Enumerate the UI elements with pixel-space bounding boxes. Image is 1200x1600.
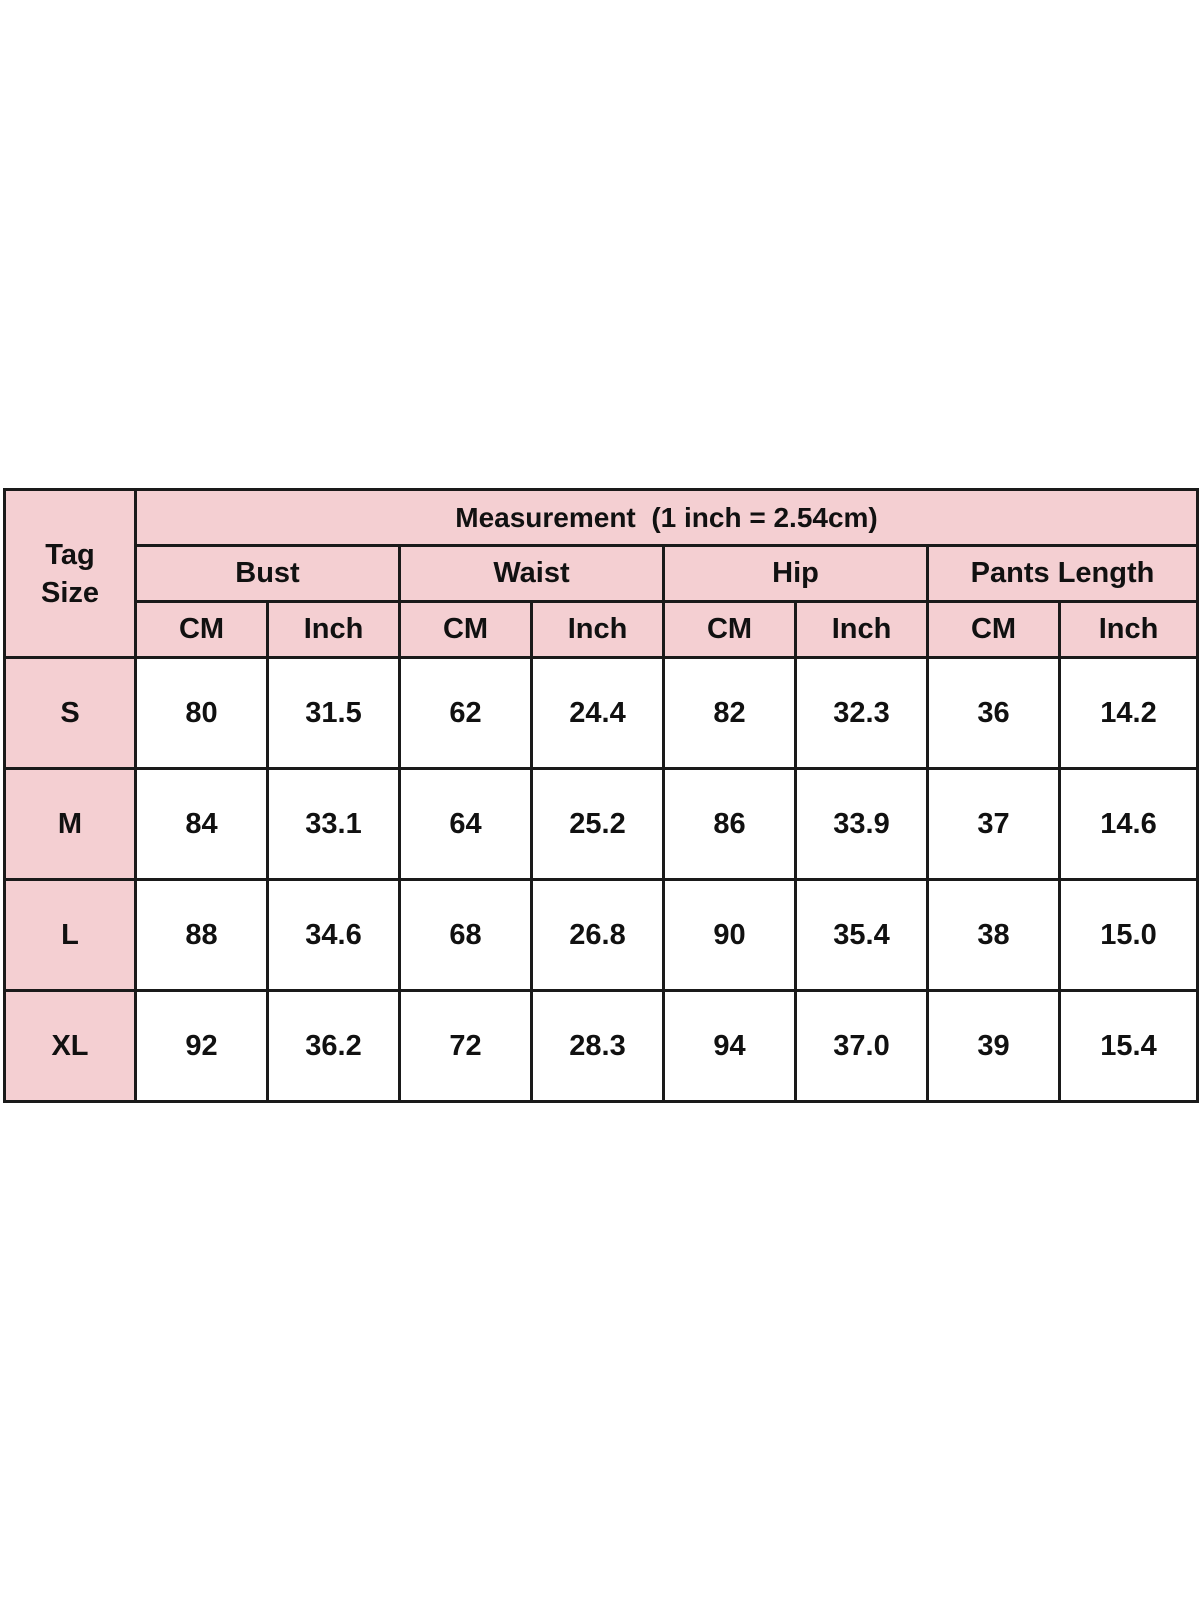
table-cell: 38 xyxy=(928,880,1060,991)
group-header-bust: Bust xyxy=(136,546,400,602)
tag-size-label-line2: Size xyxy=(40,576,100,609)
table-cell: 62 xyxy=(400,658,532,769)
group-header-hip: Hip xyxy=(664,546,928,602)
table-cell: 28.3 xyxy=(532,991,664,1102)
table-cell: 36 xyxy=(928,658,1060,769)
unit-header: CM xyxy=(400,602,532,658)
size-label: XL xyxy=(5,991,136,1102)
table-cell: 31.5 xyxy=(268,658,400,769)
table-cell: 15.0 xyxy=(1060,880,1198,991)
table-cell: 33.9 xyxy=(796,769,928,880)
unit-header: CM xyxy=(928,602,1060,658)
group-header-waist: Waist xyxy=(400,546,664,602)
table-cell: 15.4 xyxy=(1060,991,1198,1102)
table-cell: 90 xyxy=(664,880,796,991)
table-cell: 82 xyxy=(664,658,796,769)
table-row xyxy=(5,991,1198,1102)
table-cell: 36.2 xyxy=(268,991,400,1102)
table-cell: 25.2 xyxy=(532,769,664,880)
table-cell: 84 xyxy=(136,769,268,880)
size-label: S xyxy=(5,658,136,769)
unit-header: Inch xyxy=(796,602,928,658)
table-cell: 86 xyxy=(664,769,796,880)
table-cell: 88 xyxy=(136,880,268,991)
table-cell: 32.3 xyxy=(796,658,928,769)
table-cell: 37 xyxy=(928,769,1060,880)
size-label: L xyxy=(5,880,136,991)
table-cell: 64 xyxy=(400,769,532,880)
size-chart xyxy=(3,488,1196,1103)
table-cell: 39 xyxy=(928,991,1060,1102)
table-cell: 33.1 xyxy=(268,769,400,880)
group-header-pants-length: Pants Length xyxy=(928,546,1198,602)
tag-size-label-line1: Tag xyxy=(45,538,95,571)
table-cell: 92 xyxy=(136,991,268,1102)
size-table xyxy=(3,488,1199,1103)
table-row xyxy=(5,658,1198,769)
unit-header: Inch xyxy=(268,602,400,658)
measurement-title: Measurement (1 inch = 2.54cm) xyxy=(136,490,1198,546)
table-cell: 34.6 xyxy=(268,880,400,991)
table-cell: 14.2 xyxy=(1060,658,1198,769)
tag-size-header xyxy=(5,490,136,658)
unit-header: CM xyxy=(664,602,796,658)
table-cell: 80 xyxy=(136,658,268,769)
table-cell: 94 xyxy=(664,991,796,1102)
table-row xyxy=(5,880,1198,991)
table-cell: 26.8 xyxy=(532,880,664,991)
unit-header: Inch xyxy=(1060,602,1198,658)
unit-header: CM xyxy=(136,602,268,658)
table-cell: 72 xyxy=(400,991,532,1102)
table-cell: 14.6 xyxy=(1060,769,1198,880)
table-cell: 24.4 xyxy=(532,658,664,769)
table-cell: 35.4 xyxy=(796,880,928,991)
size-label: M xyxy=(5,769,136,880)
unit-header: Inch xyxy=(532,602,664,658)
table-row xyxy=(5,769,1198,880)
table-cell: 37.0 xyxy=(796,991,928,1102)
table-cell: 68 xyxy=(400,880,532,991)
